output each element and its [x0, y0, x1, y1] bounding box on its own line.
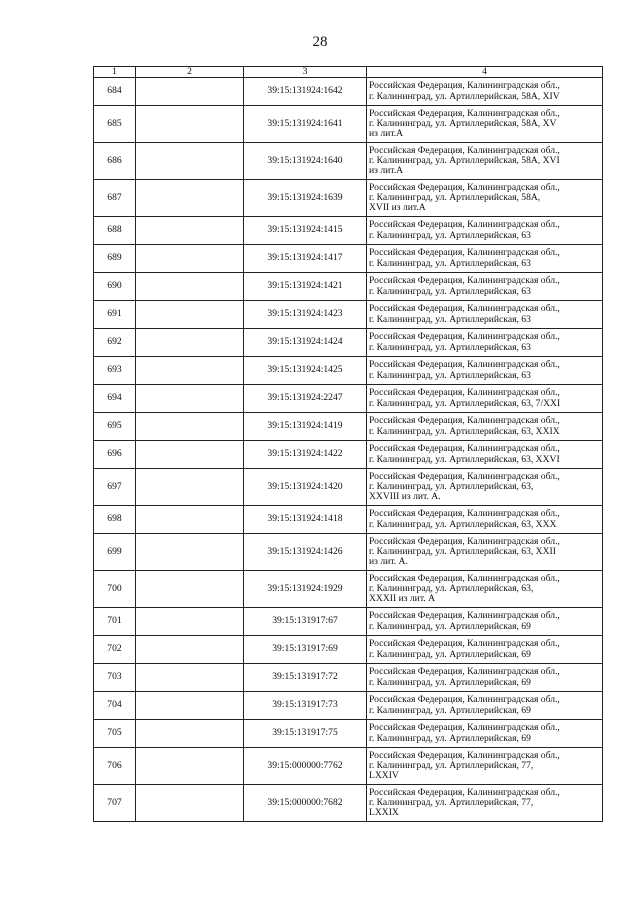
- address-line: Российская Федерация, Калининградская обл.,: [369, 387, 560, 399]
- address-line: г. Калининград, ул. Артиллерийская, 77,: [369, 759, 534, 771]
- address-line: Российская Федерация, Калининградская обл.,: [369, 331, 560, 343]
- cadastral-number-cell: 39:15:131924:1640: [244, 143, 367, 180]
- cadastral-number-cell: 39:15:131924:1424: [244, 329, 367, 357]
- column-2-cell: [136, 720, 244, 748]
- column-header-3: 3: [244, 67, 367, 78]
- table-row: [94, 720, 603, 748]
- table-row: [94, 78, 603, 106]
- address-line: г. Калининград, ул. Артиллерийская, 63: [369, 341, 531, 353]
- column-2-cell: [136, 469, 244, 506]
- address-line: Российская Федерация, Калининградская обл.,: [369, 722, 560, 734]
- column-2-cell: [136, 785, 244, 822]
- column-2-cell: [136, 273, 244, 301]
- address-line: г. Калининград, ул. Артиллерийская, 63: [369, 285, 531, 297]
- table-row: [94, 534, 603, 571]
- address-line: Российская Федерация, Калининградская обл.,: [369, 80, 560, 92]
- address-line: Российская Федерация, Калининградская обл.,: [369, 610, 560, 622]
- row-number-cell: 692: [94, 329, 136, 357]
- cadastral-number-cell: 39:15:131924:1425: [244, 357, 367, 385]
- address-cell: [367, 106, 603, 143]
- cadastral-number-cell: 39:15:131924:1420: [244, 469, 367, 506]
- table-body: [94, 78, 603, 822]
- table-row: [94, 143, 603, 180]
- row-number-cell: 693: [94, 357, 136, 385]
- table-row: [94, 469, 603, 506]
- row-number-cell: 700: [94, 571, 136, 608]
- table-row: [94, 608, 603, 636]
- address-cell: [367, 329, 603, 357]
- address-cell: [367, 217, 603, 245]
- table-row: [94, 329, 603, 357]
- column-2-cell: [136, 506, 244, 534]
- cadastral-number-cell: 39:15:131924:1929: [244, 571, 367, 608]
- address-cell: [367, 664, 603, 692]
- address-cell: [367, 78, 603, 106]
- column-2-cell: [136, 180, 244, 217]
- address-line: XXVIII из лит. А.: [369, 491, 441, 503]
- address-cell: [367, 301, 603, 329]
- table-row: [94, 217, 603, 245]
- table-row: [94, 785, 603, 822]
- cadastral-number-cell: 39:15:131924:1421: [244, 273, 367, 301]
- row-number-cell: 698: [94, 506, 136, 534]
- address-line: г. Калининград, ул. Артиллерийская, 69: [369, 648, 531, 660]
- cadastral-number-cell: 39:15:131917:72: [244, 664, 367, 692]
- address-cell: [367, 534, 603, 571]
- column-2-cell: [136, 78, 244, 106]
- address-line: г. Калининград, ул. Артиллерийская, 63, XXII: [369, 545, 556, 557]
- address-line: г. Калининград, ул. Артиллерийская, 63: [369, 229, 531, 241]
- row-number-cell: 690: [94, 273, 136, 301]
- column-2-cell: [136, 357, 244, 385]
- cadastral-number-cell: 39:15:131924:1642: [244, 78, 367, 106]
- cadastral-number-cell: 39:15:131924:1423: [244, 301, 367, 329]
- address-cell: [367, 441, 603, 469]
- column-2-cell: [136, 571, 244, 608]
- address-line: г. Калининград, ул. Артиллерийская, 58А, XIV: [369, 90, 560, 102]
- address-cell: [367, 273, 603, 301]
- address-line: г. Калининград, ул. Артиллерийская, 77,: [369, 796, 534, 808]
- address-cell: [367, 720, 603, 748]
- address-line: Российская Федерация, Калининградская обл.,: [369, 181, 560, 193]
- address-line: Российская Федерация, Калининградская обл.,: [369, 107, 560, 119]
- row-number-cell: 687: [94, 180, 136, 217]
- address-line: Российская Федерация, Калининградская обл.,: [369, 415, 560, 427]
- address-line: Российская Федерация, Калининградская обл.,: [369, 535, 560, 547]
- address-line: Российская Федерация, Калининградская обл.,: [369, 508, 560, 520]
- cadastral-number-cell: 39:15:131924:1641: [244, 106, 367, 143]
- table-row: [94, 180, 603, 217]
- address-line: г. Калининград, ул. Артиллерийская, 63, XXIX: [369, 425, 560, 437]
- row-number-cell: 689: [94, 245, 136, 273]
- column-2-cell: [136, 534, 244, 571]
- address-line: из лит.А: [369, 165, 404, 177]
- address-line: Российская Федерация, Калининградская обл.,: [369, 443, 560, 455]
- column-2-cell: [136, 217, 244, 245]
- row-number-cell: 705: [94, 720, 136, 748]
- cadastral-number-cell: 39:15:131924:1426: [244, 534, 367, 571]
- table-row: [94, 357, 603, 385]
- cadastral-number-cell: 39:15:131924:1422: [244, 441, 367, 469]
- table-row: [94, 301, 603, 329]
- column-2-cell: [136, 413, 244, 441]
- column-header-1: 1: [94, 67, 136, 78]
- table-row: [94, 506, 603, 534]
- column-header-4: 4: [367, 67, 603, 78]
- column-2-cell: [136, 329, 244, 357]
- address-line: г. Калининград, ул. Артиллерийская, 69: [369, 732, 531, 744]
- row-number-cell: 694: [94, 385, 136, 413]
- address-line: Российская Федерация, Калининградская обл.,: [369, 786, 560, 798]
- address-line: Российская Федерация, Калининградская обл.,: [369, 666, 560, 678]
- address-line: г. Калининград, ул. Артиллерийская, 69: [369, 620, 531, 632]
- cadastral-number-cell: 39:15:131924:1419: [244, 413, 367, 441]
- address-line: LXXIV: [369, 770, 399, 782]
- address-cell: [367, 385, 603, 413]
- cadastral-number-cell: 39:15:131917:69: [244, 636, 367, 664]
- row-number-cell: 702: [94, 636, 136, 664]
- row-number-cell: 699: [94, 534, 136, 571]
- address-line: г. Калининград, ул. Артиллерийская, 63: [369, 313, 531, 325]
- address-line: г. Калининград, ул. Артиллерийская, 58А,: [369, 191, 541, 203]
- row-number-cell: 701: [94, 608, 136, 636]
- table-row: [94, 106, 603, 143]
- row-number-cell: 684: [94, 78, 136, 106]
- row-number-cell: 695: [94, 413, 136, 441]
- address-line: г. Калининград, ул. Артиллерийская, 63: [369, 257, 531, 269]
- column-2-cell: [136, 441, 244, 469]
- table-row: [94, 273, 603, 301]
- row-number-cell: 706: [94, 748, 136, 785]
- column-2-cell: [136, 106, 244, 143]
- row-number-cell: 688: [94, 217, 136, 245]
- address-line: XVII из лит.А: [369, 202, 426, 214]
- table-row: [94, 692, 603, 720]
- address-line: г. Калининград, ул. Артиллерийская, 58А, XVI: [369, 154, 560, 166]
- address-line: из лит.А: [369, 128, 404, 140]
- address-line: г. Калининград, ул. Артиллерийская, 63, 7/XXI: [369, 397, 561, 409]
- address-cell: [367, 245, 603, 273]
- page-number: 28: [312, 34, 328, 50]
- table-header-row: [94, 67, 603, 78]
- address-line: г. Калининград, ул. Артиллерийская, 58А, XV: [369, 117, 557, 129]
- address-cell: [367, 748, 603, 785]
- address-line: Российская Федерация, Калининградская обл.,: [369, 694, 560, 706]
- cadastral-number-cell: 39:15:131917:73: [244, 692, 367, 720]
- column-2-cell: [136, 608, 244, 636]
- cadastral-number-cell: 39:15:131917:67: [244, 608, 367, 636]
- address-cell: [367, 143, 603, 180]
- table-row: [94, 571, 603, 608]
- column-2-cell: [136, 143, 244, 180]
- table-row: [94, 245, 603, 273]
- cadastral-number-cell: 39:15:131917:75: [244, 720, 367, 748]
- address-cell: [367, 506, 603, 534]
- address-cell: [367, 469, 603, 506]
- column-2-cell: [136, 636, 244, 664]
- address-line: г. Калининград, ул. Артиллерийская, 63, XXVI: [369, 453, 560, 465]
- address-cell: [367, 180, 603, 217]
- column-2-cell: [136, 385, 244, 413]
- cadastral-number-cell: 39:15:131924:1418: [244, 506, 367, 534]
- registry-table: [93, 66, 603, 822]
- row-number-cell: 696: [94, 441, 136, 469]
- table-row: [94, 748, 603, 785]
- row-number-cell: 703: [94, 664, 136, 692]
- row-number-cell: 691: [94, 301, 136, 329]
- address-cell: [367, 785, 603, 822]
- address-line: LXXIX: [369, 807, 399, 819]
- address-line: г. Калининград, ул. Артиллерийская, 63: [369, 369, 531, 381]
- address-cell: [367, 692, 603, 720]
- row-number-cell: 685: [94, 106, 136, 143]
- cadastral-number-cell: 39:15:000000:7682: [244, 785, 367, 822]
- table-row: [94, 664, 603, 692]
- row-number-cell: 697: [94, 469, 136, 506]
- address-line: Российская Федерация, Калининградская обл.,: [369, 303, 560, 315]
- cadastral-number-cell: 39:15:131924:2247: [244, 385, 367, 413]
- address-line: г. Калининград, ул. Артиллерийская, 63,: [369, 582, 534, 594]
- address-line: XXXII из лит. А: [369, 593, 436, 605]
- column-2-cell: [136, 692, 244, 720]
- row-number-cell: 686: [94, 143, 136, 180]
- cadastral-number-cell: 39:15:131924:1417: [244, 245, 367, 273]
- table-row: [94, 385, 603, 413]
- cadastral-number-cell: 39:15:000000:7762: [244, 748, 367, 785]
- address-line: Российская Федерация, Калининградская обл.,: [369, 144, 560, 156]
- address-line: г. Калининград, ул. Артиллерийская, 69: [369, 704, 531, 716]
- row-number-cell: 704: [94, 692, 136, 720]
- address-line: Российская Федерация, Калининградская обл.,: [369, 572, 560, 584]
- address-line: г. Калининград, ул. Артиллерийская, 63,: [369, 480, 534, 492]
- address-cell: [367, 357, 603, 385]
- address-cell: [367, 413, 603, 441]
- address-line: Российская Федерация, Калининградская обл.,: [369, 219, 560, 231]
- table-row: [94, 441, 603, 469]
- address-line: из лит. А.: [369, 556, 408, 568]
- column-2-cell: [136, 245, 244, 273]
- address-line: Российская Федерация, Калининградская обл.,: [369, 359, 560, 371]
- address-line: Российская Федерация, Калининградская обл.,: [369, 749, 560, 761]
- address-line: Российская Федерация, Калининградская обл.,: [369, 470, 560, 482]
- cadastral-number-cell: 39:15:131924:1415: [244, 217, 367, 245]
- address-line: Российская Федерация, Калининградская обл.,: [369, 638, 560, 650]
- column-2-cell: [136, 301, 244, 329]
- column-2-cell: [136, 748, 244, 785]
- address-line: Российская Федерация, Калининградская обл.,: [369, 275, 560, 287]
- address-line: г. Калининград, ул. Артиллерийская, 63, XXX: [369, 518, 557, 530]
- address-cell: [367, 571, 603, 608]
- address-cell: [367, 608, 603, 636]
- address-line: Российская Федерация, Калининградская обл.,: [369, 247, 560, 259]
- column-header-2: 2: [136, 67, 244, 78]
- cadastral-number-cell: 39:15:131924:1639: [244, 180, 367, 217]
- address-cell: [367, 636, 603, 664]
- row-number-cell: 707: [94, 785, 136, 822]
- column-2-cell: [136, 664, 244, 692]
- address-line: г. Калининград, ул. Артиллерийская, 69: [369, 676, 531, 688]
- table-row: [94, 413, 603, 441]
- table-row: [94, 636, 603, 664]
